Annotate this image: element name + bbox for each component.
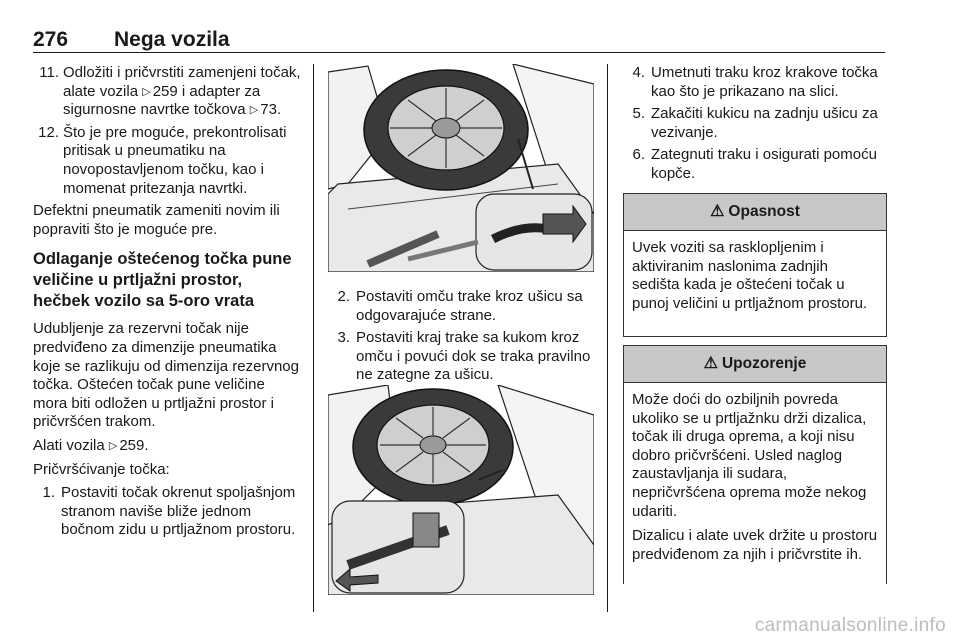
column-divider	[313, 64, 314, 612]
reference-arrow-icon: ▷	[142, 85, 151, 98]
paragraph-securing: Pričvršćivanje točka:	[33, 460, 170, 478]
step-6: 6. Zategnuti traku i osigurati pomoću kopče.	[632, 146, 877, 182]
page-reference-link[interactable]: ▷ 259	[108, 436, 145, 454]
column-divider	[607, 64, 608, 612]
page-header	[33, 28, 885, 53]
page-reference-link[interactable]: ▷ 73	[249, 101, 277, 119]
warning-box-body: Može doći do ozbiljnih povreda ukoliko se u prtljažnku drži dizalica, točak ili druga oprema, a koji nisu dobro pričvršćeni. Usled naglog zaustavljanja ili sudara, nepričvršćena oprema može nekog udariti. Dizalicu i alate uvek držite u prostoru predviđenom za njih i pričvrstite ih.	[632, 391, 878, 563]
page-reference-link[interactable]: ▷ 259	[142, 82, 178, 100]
step-5: 5. Zakačiti kukicu na zadnju ušicu za vezivanje.	[632, 105, 878, 141]
warning-triangle-icon: ⚠	[703, 355, 718, 372]
chapter-title: Nega vozila	[114, 28, 230, 51]
step-1: 1. Postaviti točak okrenut spoljašnjom stranom naviše bliže jednom bočnom zidu u prtljažnom prostoru.	[42, 484, 296, 539]
danger-box-header: ⚠ Opasnost	[624, 194, 886, 231]
column-middle	[328, 288, 594, 389]
warning-triangle-icon: ⚠	[710, 203, 725, 220]
watermark: carmanualsonline.info	[754, 615, 946, 636]
step-12: 12. Što je pre moguće, prekontrolisati pritisak u pneumatiku na novopostavljenom točku, kao i momenat pritezanja navrtki.	[38, 123, 287, 197]
step-2: 2. Postaviti omču trake kroz ušicu sa odgovarajuće strane.	[337, 288, 583, 324]
reference-arrow-icon: ▷	[108, 439, 118, 452]
paragraph-tools: Alati vozila ▷ 259.	[33, 436, 149, 454]
paragraph-defective-tire: Defektni pneumatik zameniti novim ili popraviti što je moguće pre.	[33, 202, 280, 238]
column-left	[33, 64, 301, 544]
reference-arrow-icon: ▷	[249, 104, 259, 117]
illustration-wheel-in-trunk	[328, 64, 594, 272]
danger-box-body: Uvek voziti sa rasklopljenim i aktiviranim naslonima zadnjih sedišta kada je oštećeni točak u punoj veličini u prtljažnom prostoru.	[632, 239, 868, 312]
step-4: 4. Umetnuti traku kroz krakove točka kao što je prikazano na slici.	[632, 64, 878, 100]
column-right	[623, 64, 887, 188]
warning-box-header: ⚠ Upozorenje	[624, 346, 886, 383]
step-3: 3. Postaviti kraj trake sa kukom kroz omču i povući dok se traka pravilno ne zategne za ušicu.	[337, 329, 591, 384]
page-number: 276	[33, 28, 69, 51]
danger-box	[623, 193, 887, 337]
paragraph-spare-recess: Udubljenje za rezervni točak nije predviđeno za dimenzije pneumatika koje se razlikuju od dimenzija rezervnog točka. Oštećen točak pune veličine mora biti odložen u prtljažni prostor i pričvršćen trakom.	[33, 320, 299, 431]
illustration-strap-hook	[328, 385, 594, 595]
warning-box	[623, 345, 887, 584]
section-heading: Odlaganje oštećenog točka pune veličine u prtljažni prostor, hečbek vozilo sa 5-oro vrata	[33, 250, 292, 311]
step-11: 11. Odložiti i pričvrstiti zamenjeni točak, alate vozila ▷ 259 i adapter za sigurnosne navrtke točkova ▷ 73.	[39, 64, 301, 119]
